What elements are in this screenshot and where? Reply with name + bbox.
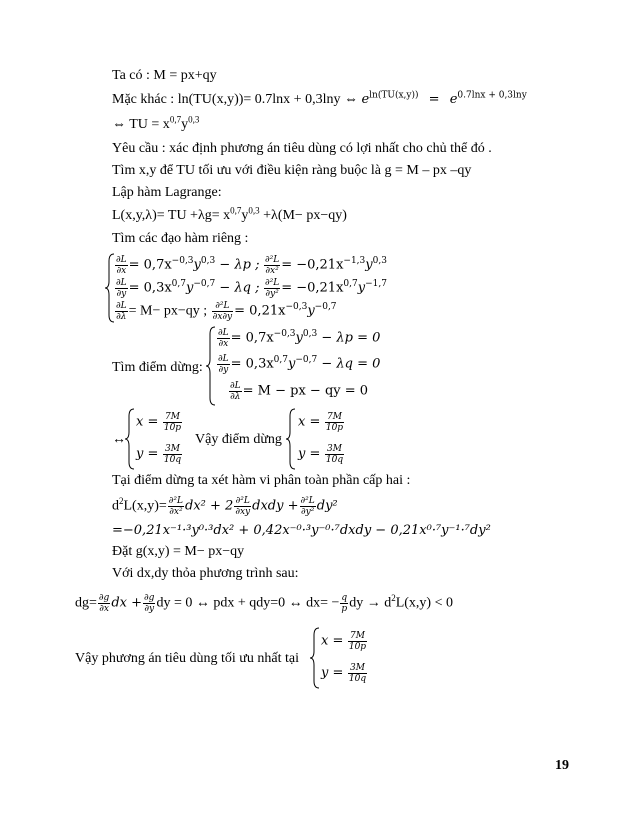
math-e: e (449, 92, 458, 107)
math: y = (321, 665, 344, 681)
math: x = (321, 633, 344, 649)
partial-row-2 (114, 278, 387, 299)
numerator: 3M (163, 444, 182, 455)
text: Tìm điểm dừng: (112, 360, 203, 375)
exponent: 0,3 (188, 114, 200, 125)
text: ⇔ TU = x (112, 117, 170, 132)
numerator: ∂g (144, 593, 155, 603)
math: = 0,7x (128, 257, 172, 273)
text: y (241, 208, 249, 223)
conclusion-y (321, 663, 368, 684)
math: y (288, 356, 296, 372)
brace-left (206, 326, 216, 406)
partial-row-1 (114, 255, 387, 276)
exponent: 0,3 (302, 329, 318, 340)
text: +λ(M− px−qy) (259, 208, 347, 223)
denominator: ∂x² (169, 507, 183, 517)
denominator: ∂x (218, 339, 229, 349)
line-voi (112, 565, 299, 582)
numerator: 7M (348, 631, 367, 642)
numerator: q (341, 593, 348, 603)
fraction (163, 412, 182, 433)
text: Tìm x,y để TU tối ưu với điều kiện ràng buộc là g = M – px –qy (112, 163, 472, 178)
text: L(x,y,λ)= TU +λg= x (112, 208, 231, 223)
fraction (115, 278, 128, 299)
exponent: −0,7 (314, 302, 337, 313)
line-d2L (112, 496, 338, 517)
denominator: ∂y² (265, 289, 279, 299)
exponent: 0,7 (230, 205, 242, 216)
text: Vậy phương án tiêu dùng tối ưu nhất tại (75, 651, 299, 666)
fraction (212, 301, 233, 322)
math: = 0,7x (230, 330, 274, 346)
text: dy → d (349, 595, 392, 611)
fraction (325, 412, 344, 433)
exponent: 0,3 (248, 205, 260, 216)
text: Tìm các đạo hàm riêng : (112, 231, 249, 246)
exponent: 0,7 (343, 279, 358, 290)
numerator: 7M (325, 412, 344, 423)
fraction (229, 381, 242, 402)
math: dy² (316, 498, 338, 514)
math: y (365, 257, 373, 273)
math: − λp = 0 (317, 330, 381, 346)
fraction (217, 354, 230, 375)
exponent: −0,3 (171, 256, 194, 267)
numerator: ∂L (230, 381, 241, 391)
fraction (98, 593, 110, 614)
numerator: ∂²L (264, 255, 280, 265)
math: = M − px − qy = 0 (242, 383, 369, 399)
exponent: 0,7 (169, 114, 182, 125)
text: Ta có : M = px+qy (112, 68, 217, 83)
fraction (348, 631, 367, 652)
math: = 0,3x (128, 280, 172, 296)
denominator: 10p (325, 423, 344, 433)
numerator: 7M (163, 412, 182, 423)
math: y (193, 257, 201, 273)
denominator: ∂x∂y (212, 312, 233, 322)
text: Đặt g(x,y) = M− px−qy (112, 544, 245, 559)
exponent: −1,3 (343, 256, 366, 267)
math: y (186, 280, 194, 296)
numerator: ∂g (98, 593, 110, 603)
denominator: ∂y (116, 289, 127, 299)
exponent: −0,7 (193, 279, 216, 290)
math: dx² + 2 (185, 498, 234, 514)
exponent: 2 (391, 593, 396, 604)
line-tu (112, 116, 199, 133)
text: Vậy điểm dừng (195, 432, 282, 447)
numerator: 3M (348, 663, 367, 674)
denominator: p (341, 604, 348, 614)
stationary-x (298, 412, 345, 433)
math: y (295, 330, 303, 346)
fraction (115, 301, 128, 322)
fraction (340, 593, 348, 614)
conclusion-x (321, 631, 368, 652)
numerator: ∂²L (264, 278, 280, 288)
conclusion-text (75, 650, 299, 667)
numerator: ∂²L (168, 496, 184, 506)
solution-y (136, 444, 183, 465)
text: Lập hàm Lagrange: (112, 185, 222, 200)
denominator: ∂y (218, 365, 229, 375)
denominator: ∂xy (235, 507, 251, 517)
exponent: −0,3 (285, 302, 308, 313)
math: − λq ; (215, 280, 260, 296)
numerator: ∂²L (235, 496, 250, 506)
equals: = (424, 92, 444, 107)
math: x = (298, 414, 321, 430)
line-tim-xy (112, 162, 471, 179)
solution-x (136, 412, 183, 433)
denominator: 10p (348, 642, 367, 652)
brace-left (310, 627, 320, 689)
line-yeu-cau (112, 140, 492, 157)
numerator: ∂L (116, 255, 127, 265)
exponent: 2 (119, 496, 124, 507)
exponent: 0,7 (171, 279, 186, 290)
exponent: −0,3 (273, 329, 296, 340)
line-mat-khac (112, 91, 527, 108)
fraction (325, 444, 344, 465)
stationary-y (298, 444, 345, 465)
fraction (264, 278, 280, 299)
math: y (357, 280, 366, 296)
fraction (143, 593, 155, 614)
fraction (300, 496, 316, 517)
line-dg (75, 593, 453, 614)
brace-left (125, 408, 135, 470)
numerator: 3M (325, 444, 344, 455)
exponent: 0,3 (200, 256, 216, 267)
line-tim-dao-ham (112, 230, 248, 247)
math: =−0,21x⁻¹·³y⁰·³dx² + 0,42x⁻⁰·³y⁻⁰·⁷dxdy − 0,21x⁰·⁷y⁻¹·⁷dy² (112, 523, 491, 538)
numerator: ∂L (116, 278, 127, 288)
text: Yêu cầu : xác định phương án tiêu dùng có lợi nhất cho chủ thể đó . (112, 141, 492, 156)
line-expand (112, 522, 491, 539)
denominator: 10q (163, 455, 182, 465)
denominator: ∂y (144, 604, 155, 614)
fraction (115, 255, 128, 276)
math: dx + (111, 595, 143, 611)
numerator: ∂²L (300, 496, 315, 506)
math: = −0,21x (281, 257, 344, 273)
text: y (181, 117, 189, 132)
text: ↔ (112, 432, 126, 447)
denominator: ∂λ (116, 312, 127, 322)
math: = 0,3x (230, 356, 274, 372)
math: y = (298, 446, 321, 462)
numerator: ∂L (116, 301, 127, 311)
text: L(x,y)= (123, 498, 167, 514)
exponent: 0,7 (273, 355, 288, 366)
text: L(x,y) < 0 (395, 595, 453, 611)
denominator: ∂y² (300, 507, 315, 517)
exponent: 0,3 (372, 256, 387, 267)
math: x = (136, 414, 159, 430)
stationary-label (112, 359, 203, 376)
text: d (112, 498, 119, 514)
denominator: 10q (325, 455, 344, 465)
exponent: −1,7 (365, 279, 387, 290)
fraction (234, 496, 251, 517)
text: dy = 0 ↔ pdx + qdy=0 ↔ dx= − (156, 595, 340, 611)
line-lagrange (112, 207, 347, 224)
fraction (348, 663, 367, 684)
equiv-arrow (112, 431, 126, 448)
stationary-row-2 (216, 354, 380, 375)
fraction (264, 255, 280, 276)
exponent: ln(TU(x,y)) (369, 90, 419, 101)
denominator: ∂λ (230, 392, 241, 402)
numerator: ∂L (218, 354, 229, 364)
brace-left (286, 408, 296, 470)
partial-row-3 (114, 301, 337, 322)
text: Mặc khác : ln(TU(x,y))= 0.7lnx + 0,3lny ⇔ (112, 92, 362, 107)
text: Tại điểm dừng ta xét hàm vi phân toàn phần cấp hai : (112, 473, 411, 488)
text: = M− px−qy ; (128, 303, 208, 319)
text: dg= (75, 595, 97, 611)
numerator: ∂²L (212, 301, 233, 312)
line-dat-g (112, 543, 244, 560)
math: y (307, 303, 315, 319)
exponent: 0.7lnx + 0,3lny (457, 90, 527, 101)
denominator: ∂x² (265, 266, 279, 276)
math: = −0,21x (281, 280, 344, 296)
line-second-intro (112, 472, 410, 489)
math: = 0,21x (234, 303, 286, 319)
math: − λp ; (215, 257, 260, 273)
denominator: ∂x (116, 266, 127, 276)
line-ta-co (112, 67, 217, 84)
math: dxdy + (252, 498, 299, 514)
vay-diem-dung (195, 431, 282, 448)
denominator: ∂x (99, 604, 109, 614)
numerator: ∂L (218, 328, 229, 338)
fraction (217, 328, 230, 349)
exponent: −0,7 (295, 355, 318, 366)
page-number: 19 (555, 758, 569, 773)
line-lap-ham (112, 184, 222, 201)
math: − λq = 0 (317, 356, 381, 372)
stationary-row-1 (216, 328, 380, 349)
denominator: 10p (163, 423, 182, 433)
denominator: 10q (348, 674, 367, 684)
fraction (163, 444, 182, 465)
stationary-row-3 (228, 381, 368, 402)
text: Với dx,dy thỏa phương trình sau: (112, 566, 299, 581)
math: y = (136, 446, 159, 462)
math-e: e (361, 92, 370, 107)
fraction (168, 496, 184, 517)
